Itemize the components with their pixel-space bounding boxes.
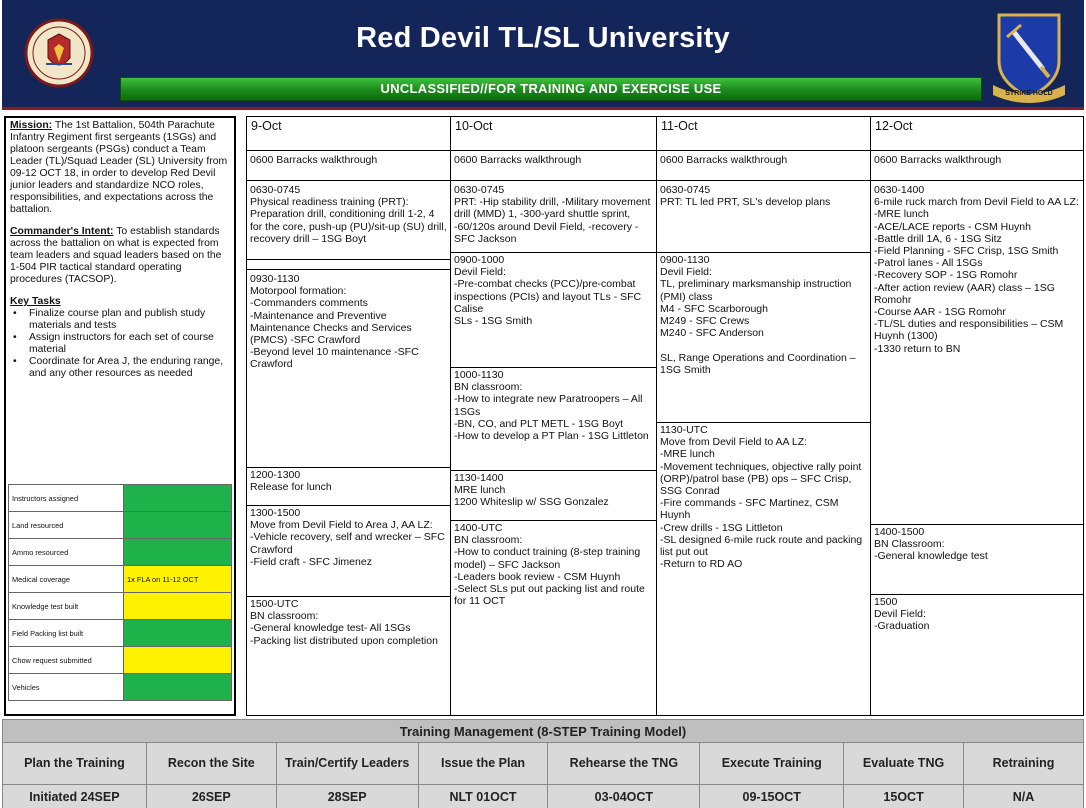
training-step-date: 03-04OCT — [548, 785, 700, 808]
training-step-date: 26SEP — [146, 785, 276, 808]
schedule-block: 0600 Barracks walkthrough — [871, 150, 1083, 180]
schedule-block: 1130-UTC Move from Devil Field to AA LZ: -MRE lunch -Movement techniques, objective rally point (ORP)/patrol base (PB) ops – SFC Crisp, SSG Conrad -Fire commands - SFC Martinez, CSM Huynh -Crew drills - 1SG Littleton -SL designed 6-mile ruck route and packing list put out -Return to RD AO — [657, 422, 870, 715]
training-step: Rehearse the TNG — [548, 743, 700, 785]
training-step: Train/Certify Leaders — [276, 743, 418, 785]
schedule-block: 0630-0745 PRT: -Hip stability drill, -Military movement drill (MMD) 1, -300-yard shuttle sprint, -60/120s around Devil Field, -recovery - SFC Jackson — [451, 180, 656, 252]
schedule-block: 0930-1130 Motorpool formation: -Commanders comments -Maintenance and Preventive Maintenance Checks and Services (PMCS) -SFC Crawford -Beyond level 10 maintenance -SFC Crawford — [247, 269, 450, 467]
schedule-column-12-oct — [870, 116, 1084, 716]
schedule-block: 0900-1000 Devil Field: -Pre-combat checks (PCC)/pre-combat inspections (PCIs) and layout TLs - SFC Calise SLs - 1SG Smith — [451, 252, 656, 367]
status-label: Instructors assigned — [9, 485, 124, 512]
status-indicator — [124, 539, 232, 566]
page-title: Red Devil TL/SL University — [356, 22, 730, 54]
status-row — [9, 485, 232, 512]
key-task-item: • Assign instructors for each set of course material — [10, 332, 230, 356]
intent-label: Commander's Intent: — [10, 226, 114, 237]
status-row — [9, 593, 232, 620]
status-indicator — [124, 485, 232, 512]
training-step-date: 15OCT — [844, 785, 964, 808]
key-task-item: • Finalize course plan and publish study materials and tests — [10, 308, 230, 332]
schedule-block: 0630-1400 6-mile ruck march from Devil Field to AA LZ: -MRE lunch -ACE/LACE reports - CSM Huynh -Battle drill 1A, 6 - 1SG Sitz -Field Planning - SFC Crisp, 1SG Smith -Patrol lanes - All 1SGs -Recovery SOP - 1SG Romohr -After action review (AAR) class – 1SG Romohr -Course AAR - 1SG Romohr -TL/SL duties and responsibilities – CSM Huynh (1300) -1330 return to BN — [871, 180, 1083, 524]
mission-text: The 1st Battalion, 504th Parachute Infantry Regiment first sergeants (1SGs) and platoon sergeants (PSGs) conduct a Team Leader (TL)/Squad Leader (SL) University from 09-12 OCT 18, in order to develop Red Devil junior leaders and standardize NCO roles, responsibilities, and expectations across the battalion. — [10, 120, 228, 215]
intent-text: To establish standards across the battalion on what is expected from team leaders and squad leaders based on the 1-504 PIR tactical standard operating procedures (TACSOP). — [10, 226, 222, 285]
status-row — [9, 674, 232, 701]
key-task-item: • Coordinate for Area J, the enduring range, and any other resources as needed — [10, 356, 230, 380]
header-banner — [2, 0, 1084, 110]
training-model-title: Training Management (8-STEP Training Model) — [3, 720, 1084, 743]
status-indicator: 1x FLA on 11-12 OCT — [124, 566, 232, 593]
training-step: Recon the Site — [146, 743, 276, 785]
mission-panel — [4, 116, 236, 716]
intent-paragraph — [10, 226, 230, 286]
training-step-date: N/A — [964, 785, 1084, 808]
classification-text: UNCLASSIFIED//FOR TRAINING AND EXERCISE USE — [380, 81, 722, 96]
schedule-block: 0600 Barracks walkthrough — [247, 150, 450, 180]
training-step-date: Initiated 24SEP — [3, 785, 147, 808]
schedule-block: 1200-1300 Release for lunch — [247, 467, 450, 505]
logo-motto: STRIKE HOLD — [1005, 90, 1053, 97]
classification-banner — [120, 77, 982, 101]
schedule-block: 0600 Barracks walkthrough — [451, 150, 656, 180]
schedule-block: 1400-UTC BN classroom: -How to conduct training (8-step training model) – SFC Jackson -Leaders book review - CSM Huynh -Select SLs put out packing list and route for 11 OCT — [451, 520, 656, 715]
status-row — [9, 512, 232, 539]
training-step: Issue the Plan — [418, 743, 548, 785]
schedule-block: 1500 Devil Field: -Graduation — [871, 594, 1083, 715]
schedule-block: 0900-1130 Devil Field: TL, preliminary marksmanship instruction (PMI) class M4 - SFC Scarborough M249 - SFC Crews M240 - SFC Anderson SL, Range Operations and Coordination – 1SG Smith — [657, 252, 870, 422]
training-step: Plan the Training — [3, 743, 147, 785]
schedule-block: 0630-0745 Physical readiness training (PRT): Preparation drill, conditioning drill 1-2, 4 for the core, push-up (PU)/sit-up (SU) drill, recovery drill – 1SG Boyt — [247, 180, 450, 259]
schedule-block: 1000-1130 BN classroom: -How to integrate new Paratroopers – All 1SGs -BN, CO, and PLT METL - 1SG Boyt -How to develop a PT Plan - 1SG Littleton — [451, 367, 656, 470]
training-step-date: NLT 01OCT — [418, 785, 548, 808]
status-label: Field Packing list built — [9, 620, 124, 647]
training-management-table — [2, 719, 1084, 808]
schedule-block: 1500-UTC BN classroom: -General knowledge test- All 1SGs -Packing list distributed upon completion — [247, 596, 450, 715]
status-row — [9, 539, 232, 566]
strike-hold-shield-logo — [991, 11, 1067, 103]
schedule-column-11-oct — [656, 116, 870, 716]
schedule-block: 1300-1500 Move from Devil Field to Area J, AA LZ: -Vehicle recovery, self and wrecker – SFC Crawford -Field craft - SFC Jimenez — [247, 505, 450, 596]
status-label: Chow request submitted — [9, 647, 124, 674]
schedule-block: 1130-1400 MRE lunch 1200 Whiteslip w/ SSG Gonzalez — [451, 470, 656, 520]
schedule-spacer — [247, 259, 450, 269]
key-tasks-label: Key Tasks — [10, 296, 61, 307]
status-indicator — [124, 620, 232, 647]
training-step: Retraining — [964, 743, 1084, 785]
mission-label: Mission: — [10, 120, 53, 131]
day-header: 11-Oct — [661, 119, 698, 133]
day-header: 9-Oct — [251, 119, 282, 133]
schedule-column-10-oct — [450, 116, 656, 716]
status-label: Knowledge test built — [9, 593, 124, 620]
key-tasks-list — [10, 308, 230, 380]
status-row — [9, 620, 232, 647]
status-indicator — [124, 674, 232, 701]
mission-paragraph — [10, 120, 230, 216]
status-row — [9, 647, 232, 674]
status-indicator — [124, 512, 232, 539]
status-label: Land resourced — [9, 512, 124, 539]
status-indicator — [124, 593, 232, 620]
status-indicator — [124, 647, 232, 674]
status-label: Ammo resourced — [9, 539, 124, 566]
status-label: Vehicles — [9, 674, 124, 701]
day-header: 12-Oct — [875, 119, 913, 133]
training-step-date: 28SEP — [276, 785, 418, 808]
training-step: Evaluate TNG — [844, 743, 964, 785]
status-row — [9, 566, 232, 593]
status-label: Medical coverage — [9, 566, 124, 593]
schedule-block: 1400-1500 BN Classroom: -General knowledge test — [871, 524, 1083, 594]
schedule-block: 0600 Barracks walkthrough — [657, 150, 870, 180]
training-step-date: 09-15OCT — [700, 785, 844, 808]
schedule-column-9-oct — [246, 116, 450, 716]
resource-status-table — [8, 484, 232, 701]
day-header: 10-Oct — [455, 119, 493, 133]
training-step: Execute Training — [700, 743, 844, 785]
schedule-block: 0630-0745 PRT: TL led PRT, SL's develop plans — [657, 180, 870, 252]
